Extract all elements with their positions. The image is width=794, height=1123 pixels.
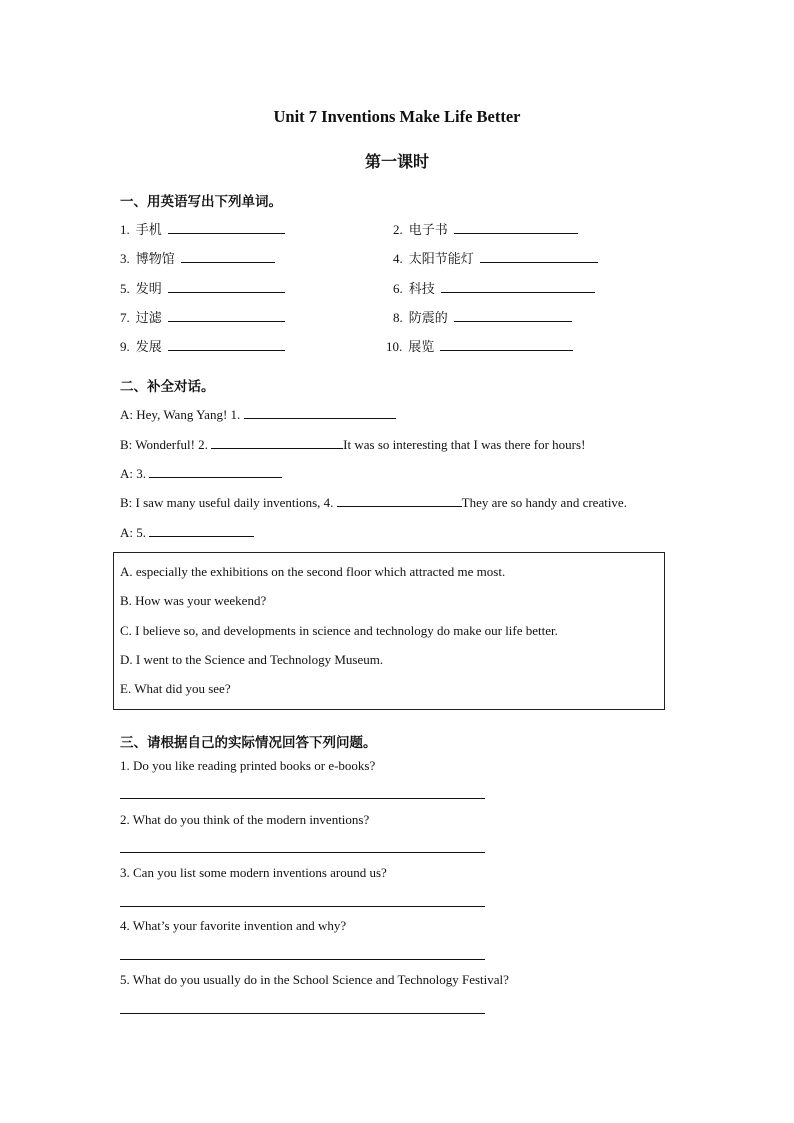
dialogue-line-5: A: 5. — [120, 523, 254, 541]
question-3: 3. Can you list some modern inventions around us? — [120, 865, 387, 880]
question-4: 4. What’s your favorite invention and why? — [120, 918, 347, 933]
dialogue-line-2: B: Wonderful! 2. It was so interesting that I was there for hours! — [120, 437, 586, 452]
vocab-item-8: 8. 防震的 — [393, 307, 572, 326]
vocab-item-7: 7. 过滤 — [120, 307, 285, 326]
option-b: B. How was your weekend? — [120, 593, 267, 608]
option-a: A. especially the exhibitions on the second floor which attracted me most. — [120, 564, 506, 579]
dialogue-line-3: A: 3. — [120, 464, 282, 482]
vocab-item-6: 6. 科技 — [393, 278, 595, 297]
section2-heading: 二、补全对话。 — [120, 379, 215, 395]
question-2: 2. What do you think of the modern inventions? — [120, 812, 370, 827]
answer-line-3[interactable] — [120, 906, 485, 907]
vocab-item-4: 4. 太阳节能灯 — [393, 248, 598, 267]
dialogue-blank-2[interactable] — [211, 435, 343, 449]
vocab-answer-blank-8[interactable] — [454, 308, 572, 322]
vocab-item-5: 5. 发明 — [120, 278, 285, 297]
section1-heading: 一、用英语写出下列单词。 — [120, 194, 282, 210]
dialogue-blank-3[interactable] — [149, 464, 282, 478]
vocab-answer-blank-9[interactable] — [168, 337, 285, 351]
vocab-answer-blank-1[interactable] — [168, 220, 285, 234]
option-c: C. I believe so, and developments in science and technology do make our life better. — [120, 623, 558, 638]
vocab-answer-blank-7[interactable] — [168, 308, 285, 322]
answer-line-2[interactable] — [120, 852, 485, 853]
page-title: Unit 7 Inventions Make Life Better — [273, 107, 521, 126]
vocab-answer-blank-2[interactable] — [454, 220, 578, 234]
dialogue-blank-1[interactable] — [244, 405, 396, 419]
vocab-item-1: 1. 手机 — [120, 219, 285, 238]
question-1: 1. Do you like reading printed books or e-books? — [120, 758, 376, 773]
option-d: D. I went to the Science and Technology Museum. — [120, 652, 384, 667]
answer-line-1[interactable] — [120, 798, 485, 799]
option-e: E. What did you see? — [120, 681, 231, 696]
dialogue-line-1: A: Hey, Wang Yang! 1. — [120, 405, 396, 423]
vocab-answer-blank-10[interactable] — [440, 337, 573, 351]
question-5: 5. What do you usually do in the School Science and Technology Festival? — [120, 972, 509, 987]
vocab-answer-blank-6[interactable] — [441, 279, 595, 293]
vocab-item-3: 3. 博物馆 — [120, 248, 275, 267]
answer-line-4[interactable] — [120, 959, 485, 960]
vocab-answer-blank-4[interactable] — [480, 249, 598, 263]
options-box — [113, 552, 665, 710]
vocab-item-2: 2. 电子书 — [393, 219, 578, 238]
vocab-answer-blank-3[interactable] — [181, 249, 275, 263]
answer-line-5[interactable] — [120, 1013, 485, 1014]
lesson-subtitle: 第一课时 — [364, 152, 429, 171]
dialogue-blank-5[interactable] — [149, 523, 254, 537]
vocab-item-10: 10. 展览 — [386, 336, 573, 355]
section3-heading: 三、请根据自己的实际情况回答下列问题。 — [120, 735, 377, 751]
vocab-item-9: 9. 发展 — [120, 336, 285, 355]
dialogue-line-4: B: I saw many useful daily inventions, 4. They are so handy and creative. — [120, 495, 627, 510]
dialogue-blank-4[interactable] — [337, 493, 462, 507]
vocab-answer-blank-5[interactable] — [168, 279, 285, 293]
